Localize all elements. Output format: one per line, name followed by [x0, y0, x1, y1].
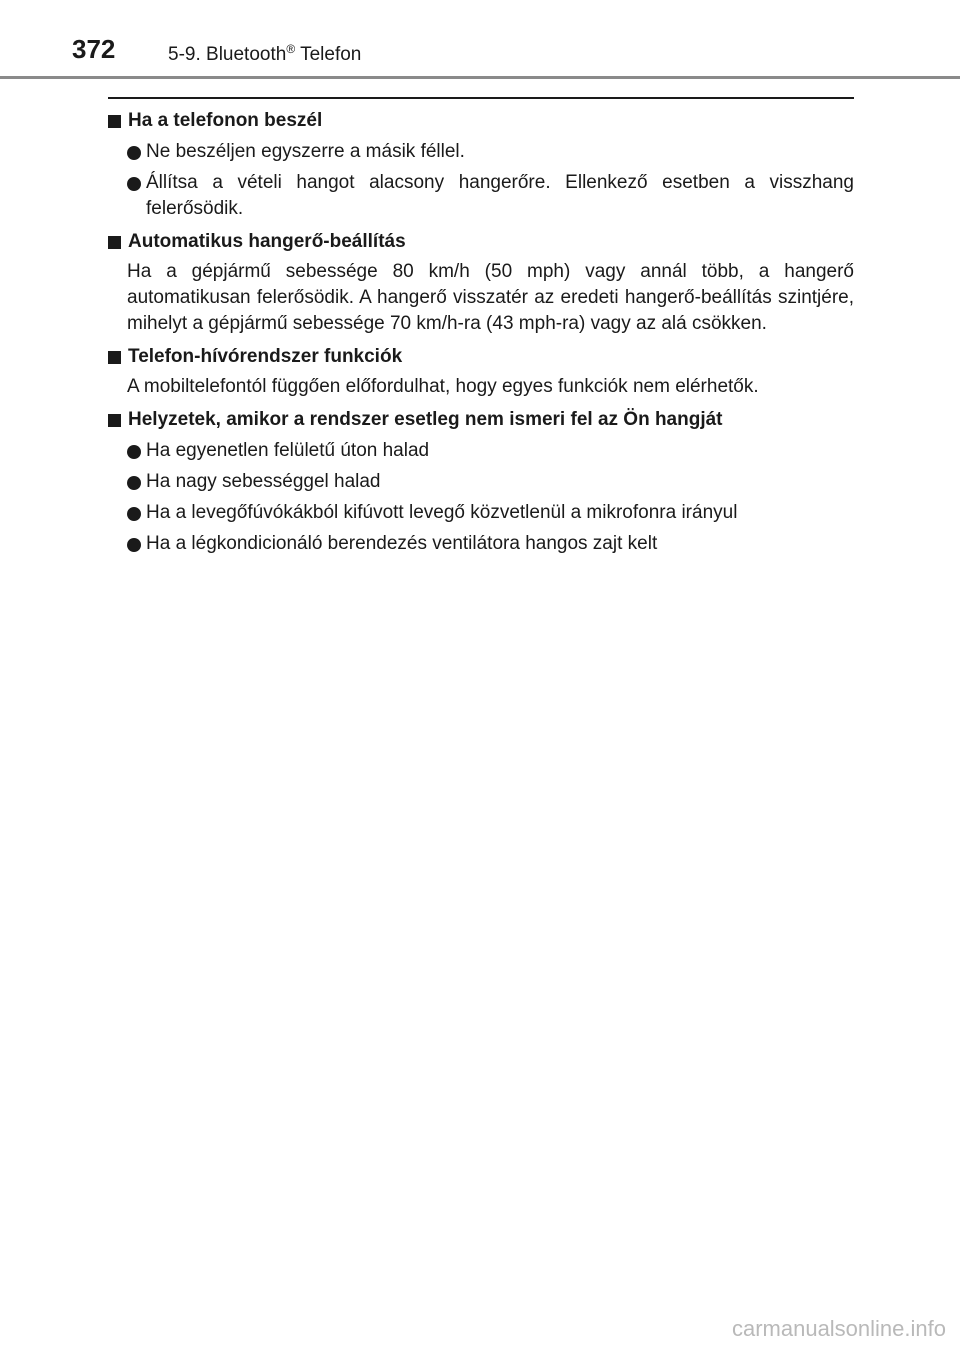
- section-heading-voice-recognition: [108, 407, 854, 433]
- round-bullet-icon: [127, 538, 141, 552]
- heading-text: Automatikus hangerő-beállítás: [128, 231, 406, 252]
- round-bullet-icon: [127, 476, 141, 490]
- list-item-text: Ha a levegőfúvókákból kifúvott levegő közvetlenül a mikrofonra irányul: [146, 502, 738, 523]
- list-item-text: Ne beszéljen egyszerre a másik féllel.: [146, 141, 465, 162]
- section-title-prefix: 5-9. Bluetooth: [168, 44, 287, 65]
- section-heading-auto-volume: [108, 229, 854, 255]
- round-bullet-icon: [127, 507, 141, 521]
- round-bullet-icon: [127, 445, 141, 459]
- section-title: [168, 44, 361, 66]
- list-item-text: Ha a légkondicionáló berendezés ventilátora hangos zajt kelt: [146, 533, 658, 554]
- section-title-suffix: Telefon: [295, 44, 362, 65]
- list-item-text: Ha nagy sebességgel halad: [146, 471, 381, 492]
- heading-text: Ha a telefonon beszél: [128, 110, 323, 131]
- header-divider: [0, 76, 960, 79]
- paragraph-auto-volume: Ha a gépjármű sebessége 80 km/h (50 mph) vagy annál több, a hangerő automatikusan felerősödik. A hangerő visszatér az eredeti hangerő-beállítás szintjére, mihelyt a gépjármű sebessége 70 km/h-ra (43 mph-ra) vagy az alá csökken.: [127, 261, 854, 334]
- paragraph-phone-features: A mobiltelefontól függően előfordulhat, hogy egyes funkciók nem elérhetők.: [127, 376, 759, 397]
- list-item: [108, 139, 854, 165]
- round-bullet-icon: [127, 146, 141, 160]
- square-bullet-icon: [108, 351, 121, 364]
- round-bullet-icon: [127, 177, 141, 191]
- registered-mark: ®: [286, 42, 296, 56]
- page-number: 372: [72, 34, 116, 64]
- watermark: carmanualsonline.info: [731, 1316, 946, 1341]
- list-item: [108, 500, 854, 526]
- list-item-text: Ha egyenetlen felületű úton halad: [146, 440, 430, 461]
- square-bullet-icon: [108, 236, 121, 249]
- square-bullet-icon: [108, 414, 121, 427]
- list-item: [108, 438, 854, 464]
- heading-text: Helyzetek, amikor a rendszer esetleg nem ismeri fel az Ön hangját: [128, 409, 723, 430]
- heading-text: Telefon-hívórendszer funkciók: [128, 346, 403, 367]
- page-content: [108, 108, 854, 557]
- section-heading-phone-features: [108, 344, 854, 370]
- section-heading-talking: [108, 108, 854, 134]
- page-header: [0, 0, 960, 80]
- content-divider: [108, 97, 854, 99]
- list-item: [108, 469, 854, 495]
- list-item: [108, 531, 854, 557]
- square-bullet-icon: [108, 115, 121, 128]
- list-item: [108, 170, 854, 222]
- list-item-text: Állítsa a vételi hangot alacsony hangerőre. Ellenkező esetben a visszhang felerősödik.: [146, 172, 854, 219]
